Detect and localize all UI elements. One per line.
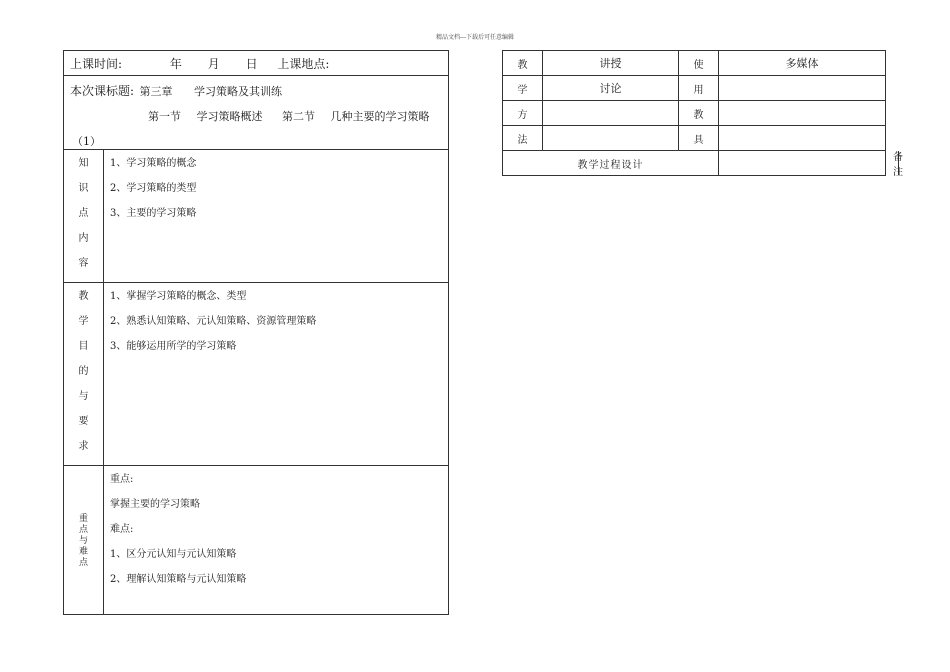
knowledge-label-char: 点: [78, 208, 89, 219]
goals-label-char: 教: [78, 291, 89, 302]
remarks-area: 备注: [719, 151, 886, 176]
method-tools-row: [503, 76, 886, 101]
key-points-content-cell: [104, 466, 449, 615]
knowledge-label-char: 知: [78, 158, 89, 169]
method-value: 讨论: [543, 76, 679, 101]
month-label: 月: [207, 56, 220, 71]
key-points-label-cell: [64, 466, 104, 615]
goals-content-cell: [104, 283, 449, 466]
key-points-label-char: 与: [78, 536, 88, 546]
time-label: 上课时间:: [70, 56, 123, 71]
method-tools-row: [503, 51, 886, 76]
method-label-char: 教: [503, 51, 543, 76]
method-label-char: 方: [503, 101, 543, 126]
goals-label-char: 要: [78, 416, 89, 427]
chapter-title: 学习策略及其训练: [194, 85, 283, 98]
key-points-item: 掌握主要的学习策略: [110, 499, 200, 510]
header-row: [64, 51, 449, 76]
knowledge-label-char: 识: [78, 183, 89, 194]
goal-item: 2、熟悉认知策略、元认知策略、资源管理策略: [110, 316, 317, 327]
key-points-label-char: 重: [78, 514, 88, 524]
knowledge-row: [64, 150, 449, 283]
goals-label-char: 的: [78, 366, 89, 377]
section1-number: 第一节: [148, 110, 181, 123]
goal-item: 3、能够运用所学的学习策略: [110, 341, 237, 352]
section2-title: 几种主要的学习策略: [330, 110, 430, 123]
tools-label-char: 用: [679, 76, 719, 101]
method-label-char: 法: [503, 126, 543, 151]
page-watermark: 精品文档---下载后可任意编辑: [435, 34, 515, 41]
method-value: [543, 126, 679, 151]
lesson-plan-left-table: [63, 50, 449, 615]
goals-row: [64, 283, 449, 466]
tools-value: [719, 76, 886, 101]
key-points-item: 重点:: [110, 474, 134, 485]
key-points-item: 1、区分元认知与元认知策略: [110, 549, 237, 560]
tools-value: [719, 101, 886, 126]
method-tools-row: [503, 101, 886, 126]
tools-value: 多媒体: [719, 51, 886, 76]
title-label: 本次课标题:: [70, 84, 135, 98]
key-points-item: 难点:: [110, 524, 134, 535]
tools-value: [719, 126, 886, 151]
day-label: 日: [245, 56, 258, 71]
method-label-char: 学: [503, 76, 543, 101]
knowledge-label-char: 内: [78, 233, 89, 244]
knowledge-item: 3、主要的学习策略: [110, 208, 197, 219]
goals-label-char: 学: [78, 316, 89, 327]
goals-label-char: 目: [78, 341, 89, 352]
goals-label-cell: [64, 283, 104, 466]
goals-label-char: 求: [78, 441, 89, 452]
process-design-cell: 教学过程设计: [503, 151, 719, 176]
tools-label-char: 使: [679, 51, 719, 76]
tools-label-char: 具: [679, 126, 719, 151]
place-label: 上课地点:: [277, 56, 330, 71]
tools-label-char: 教: [679, 101, 719, 126]
key-points-row: [64, 466, 449, 615]
knowledge-content-cell: [104, 150, 449, 283]
method-tools-row: [503, 126, 886, 151]
title-part: （1）: [72, 135, 101, 148]
chapter-number: 第三章: [139, 85, 173, 98]
knowledge-label-char: 容: [78, 258, 89, 269]
section1-title: 学习策略概述: [196, 110, 263, 123]
lesson-plan-right-table: [502, 50, 903, 178]
knowledge-item: 2、学习策略的类型: [110, 183, 197, 194]
key-points-item: 2、理解认知策略与元认知策略: [110, 574, 247, 585]
method-value: [543, 101, 679, 126]
knowledge-label-cell: [64, 150, 104, 283]
knowledge-item: 1、学习策略的概念: [110, 158, 197, 169]
title-cell: [64, 76, 449, 150]
key-points-label-char: 难: [78, 547, 88, 557]
goal-item: 1、掌握学习策略的概念、类型: [110, 291, 247, 302]
title-row: [64, 76, 449, 150]
section2-number: 第二节: [282, 110, 315, 123]
header-cell: [64, 51, 449, 76]
year-label: 年: [169, 56, 182, 71]
method-value: 讲授: [543, 51, 679, 76]
goals-label-char: 与: [78, 391, 89, 402]
key-points-label-char: 点: [78, 525, 88, 535]
process-row: [503, 151, 886, 176]
key-points-label-char: 点: [78, 558, 88, 568]
